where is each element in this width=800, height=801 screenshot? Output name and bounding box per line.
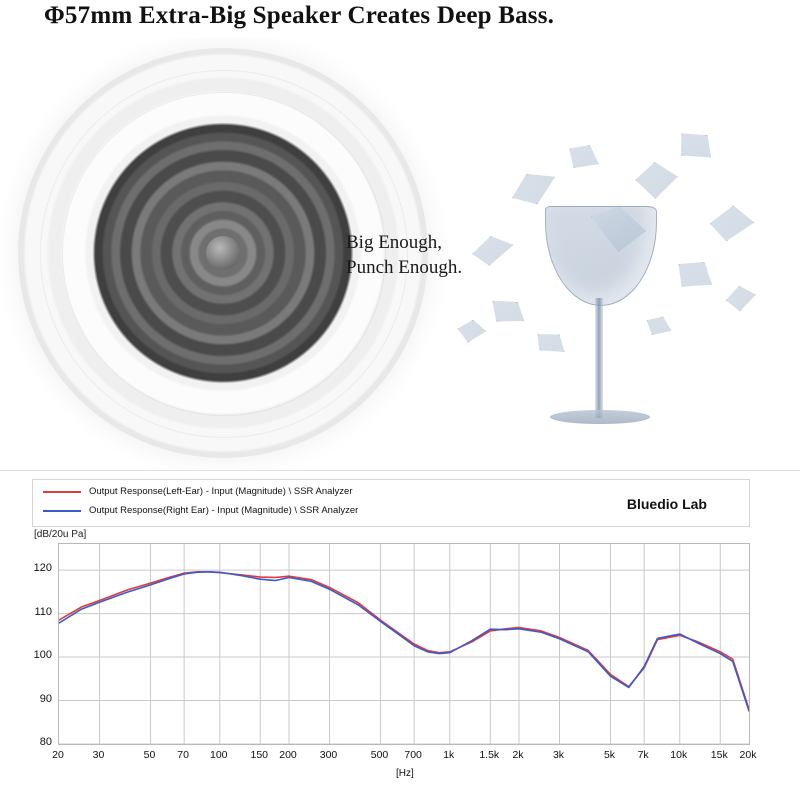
- product-photo-area: [0, 38, 800, 470]
- glass-shard: [532, 327, 570, 359]
- tagline-line-1: Big Enough,: [346, 232, 443, 253]
- shattering-glass-image: [440, 110, 790, 466]
- chart-plot-area: [58, 543, 750, 745]
- y-axis-tick-label: 80: [39, 736, 52, 748]
- legend-swatch-right-ear: [43, 510, 81, 512]
- y-axis-tick-label: 100: [33, 649, 52, 662]
- x-axis-tick-label: 20: [52, 749, 64, 761]
- x-axis-tick-label: 300: [319, 749, 338, 761]
- glass-shard: [707, 202, 756, 243]
- glass-shard: [632, 157, 681, 202]
- legend-label-right-ear: Output Response(Right Ear) - Input (Magnitude) \ SSR Analyzer: [89, 505, 359, 516]
- tagline-line-2: Punch Enough.: [346, 257, 463, 278]
- x-axis-tick-label: 50: [143, 749, 156, 761]
- y-axis-unit-label: [dB/20u Pa]: [34, 529, 87, 540]
- glass-shard: [469, 230, 518, 270]
- y-axis-tick-label: 110: [34, 605, 52, 618]
- legend-label-left-ear: Output Response(Left-Ear) - Input (Magnitude) \ SSR Analyzer: [89, 486, 353, 497]
- page-title: Φ57mm Extra-Big Speaker Creates Deep Bass.: [44, 2, 555, 29]
- speaker-ring-inner: [62, 92, 386, 416]
- y-axis-tick-label: 90: [39, 692, 52, 705]
- x-axis-tick-label: 30: [92, 749, 105, 761]
- x-axis-tick-label: 1.5k: [479, 749, 500, 761]
- glass-shard: [566, 141, 603, 173]
- glass-shard: [723, 281, 760, 314]
- glass-shard: [673, 255, 718, 294]
- x-axis-tick-label: 15k: [710, 749, 728, 761]
- x-axis-tick-label: 700: [404, 749, 422, 761]
- glass-shard: [674, 127, 717, 166]
- y-axis-tick-label: 120: [33, 562, 52, 575]
- legend-swatch-left-ear: [43, 491, 81, 493]
- x-axis-tick-label: 1k: [443, 749, 455, 761]
- glass-shard: [488, 296, 529, 328]
- x-axis-tick-label: 7k: [637, 749, 649, 761]
- x-axis-tick-label: 70: [177, 749, 189, 761]
- glass-shard: [645, 314, 674, 337]
- x-axis-tick-label: 200: [279, 749, 297, 761]
- glass-shard: [457, 318, 488, 344]
- x-axis-tick-label: 500: [370, 749, 389, 761]
- glass-stem: [595, 298, 603, 418]
- chart-legend: [32, 479, 750, 527]
- chart-svg: [59, 544, 749, 744]
- legend-item-right-ear: [43, 505, 358, 516]
- x-axis-tick-label: 5k: [603, 749, 616, 761]
- x-axis-tick-label: 20k: [739, 749, 757, 761]
- x-axis-tick-label: 150: [250, 749, 269, 761]
- x-axis-tick-label: 2k: [512, 749, 524, 761]
- x-axis-tick-label: 10k: [670, 749, 688, 761]
- x-axis-tick-label: 100: [209, 749, 228, 761]
- glass-base: [550, 410, 650, 424]
- frequency-response-chart: [0, 470, 800, 801]
- x-axis-tick-label: 3k: [552, 749, 565, 761]
- legend-item-left-ear: [43, 486, 353, 497]
- x-axis-unit-label: [Hz]: [396, 768, 414, 779]
- brand-label: Bluedio Lab: [626, 496, 707, 512]
